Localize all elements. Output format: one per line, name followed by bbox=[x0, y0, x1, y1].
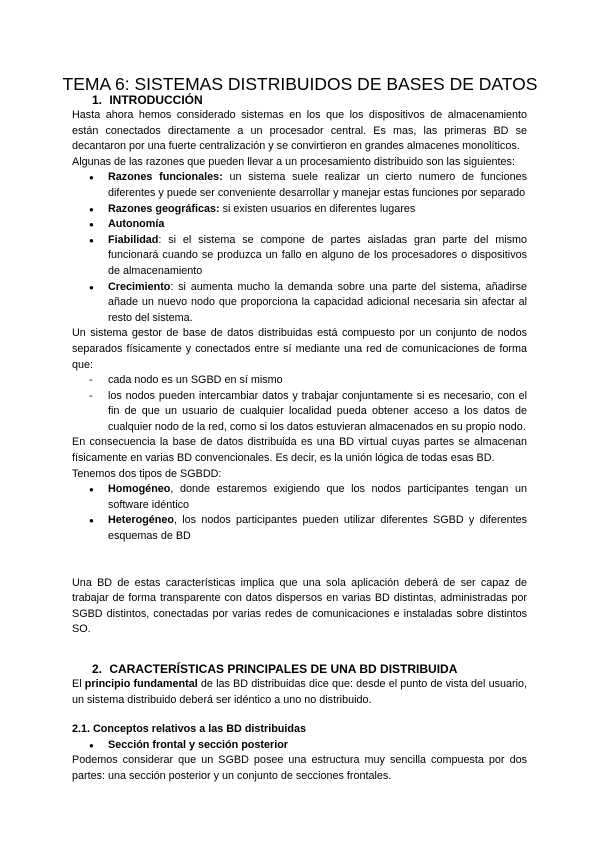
paragraph-types-lead: Tenemos dos tipos de SGBDD: bbox=[72, 467, 222, 480]
list-item: ● Crecimiento: si aumenta mucho la demanda sobre una parte del sistema, añadirse añade un nuevo nodo que proporciona la capacidad adicional necesaria sin afectar al resto del sistema. bbox=[108, 280, 527, 327]
paragraph-reasons-lead: Algunas de las razones que pueden llevar a un procesamiento distribuido son las siguientes: bbox=[72, 155, 515, 168]
paragraph-consequence: En consecuencia la base de datos distribuida es una BD virtual cuyas partes se almacenan físicamente en varias BD convencionales. Es decir, es la unión lógica de todas esas BD. bbox=[72, 436, 527, 465]
list-item: ● Heterogéneo, los nodos participantes pueden utilizar diferentes SGBD y diferentes esquemas de BD bbox=[108, 513, 527, 544]
reasons-list bbox=[72, 170, 527, 326]
list-item: - cada nodo es un SGBD en sí mismo bbox=[108, 373, 527, 389]
section-heading-intro: 1. INTRODUCCIÓN bbox=[92, 93, 203, 107]
paragraph-intro: Hasta ahora hemos considerado sistemas en los que los dispositivos de almacenamiento están conectados directamente a un procesador central. Es mas, las primeras BD se decantaron por una fuerte centralización y se convirtieron en grandes almacenes monolíticos. bbox=[72, 109, 527, 153]
document-body bbox=[72, 92, 527, 785]
subsection-heading: 2.1. Conceptos relativos a las BD distribuidas bbox=[72, 723, 307, 736]
document-title: TEMA 6: SISTEMAS DISTRIBUIDOS DE BASES DE DATOS bbox=[62, 74, 538, 94]
list-item: ● Homogéneo, donde estaremos exigiendo que los nodos participantes tengan un software idéntico bbox=[108, 482, 527, 513]
node-properties-list bbox=[72, 373, 527, 435]
section-heading-characteristics: 2. CARACTERÍSTICAS PRINCIPALES DE UNA BD DISTRIBUIDA bbox=[92, 662, 458, 676]
list-item: ● Sección frontal y sección posterior bbox=[108, 738, 527, 754]
paragraph-structure: Podemos considerar que un SGBD posee una estructura muy sencilla compuesta por dos partes: una sección posterior y un conjunto de secciones frontales. bbox=[72, 754, 527, 782]
paragraph-sgbd-definition: Un sistema gestor de base de datos distribuidas está compuesto por un conjunto de nodos separados físicamente y conectados entre sí mediante una red de comunicaciones de forma que: bbox=[72, 327, 527, 371]
subsection-bullets bbox=[72, 738, 527, 754]
paragraph-principle: El principio fundamental de las BD distribuidas dice que: desde el punto de vista del usuario, un sistema distribuido deberá ser idéntico a uno no distribuido. bbox=[72, 678, 528, 706]
list-item: ● Razones funcionales: un sistema suele realizar un cierto numero de funciones diferentes y puede ser conveniente desarrollar y manejar estas funciones por separado bbox=[108, 170, 527, 201]
list-item: - los nodos pueden intercambiar datos y trabajar conjuntamente si es necesario, con el fin de que un usuario de cualquier localidad pueda obtener acceso a los datos de cualquier nodo de la red, como si los datos estuvieran almacenados en su propio nodo. bbox=[108, 389, 527, 436]
list-item: ● Razones geográficas: si existen usuarios en diferentes lugares bbox=[108, 202, 527, 218]
list-item: ● Autonomía bbox=[108, 217, 527, 233]
paragraph-transparency: Una BD de estas características implica que una sola aplicación deberá de ser capaz de trabajar de forma transparente con datos dispersos en varias BD distintas, administradas por SGBD distintos, conectadas por varias redes de comunicaciones e instaladas sobre distintos SO. bbox=[72, 576, 527, 636]
list-item: ● Fiabilidad: si el sistema se compone de partes aisladas gran parte del mismo funcionará cuando se produzca un fallo en alguno de los procesadores o dispositivos de almacenamiento bbox=[108, 233, 527, 280]
types-list bbox=[72, 482, 527, 544]
